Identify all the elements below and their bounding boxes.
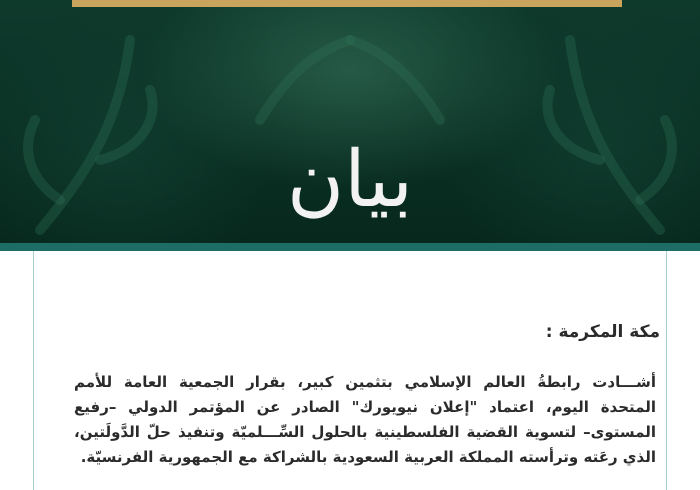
- page-title: بيان: [286, 135, 414, 225]
- article-body: أشـــادت رابطةُ العالم الإسلامي بتثمين كبير، بقرار الجمعية العامة للأمم المتحدة اليوم، اعتماد "إعلان نيويورك" الصادر عن المؤتمر الدولي –رفيع المستوى– لتسوية القضية الفلسطينية بالحلول السِّـــلميّة وتنفيذ حلّ الدَّولَتين، الذي رعَته وترأسته المملكة العربية السعودية بالشراكة مع الجمهورية الفرنسيّة.: [74, 373, 656, 466]
- dateline-location: مكة المكرمة :: [545, 322, 660, 342]
- header-banner: [0, 0, 700, 243]
- teal-divider-band: [0, 243, 700, 251]
